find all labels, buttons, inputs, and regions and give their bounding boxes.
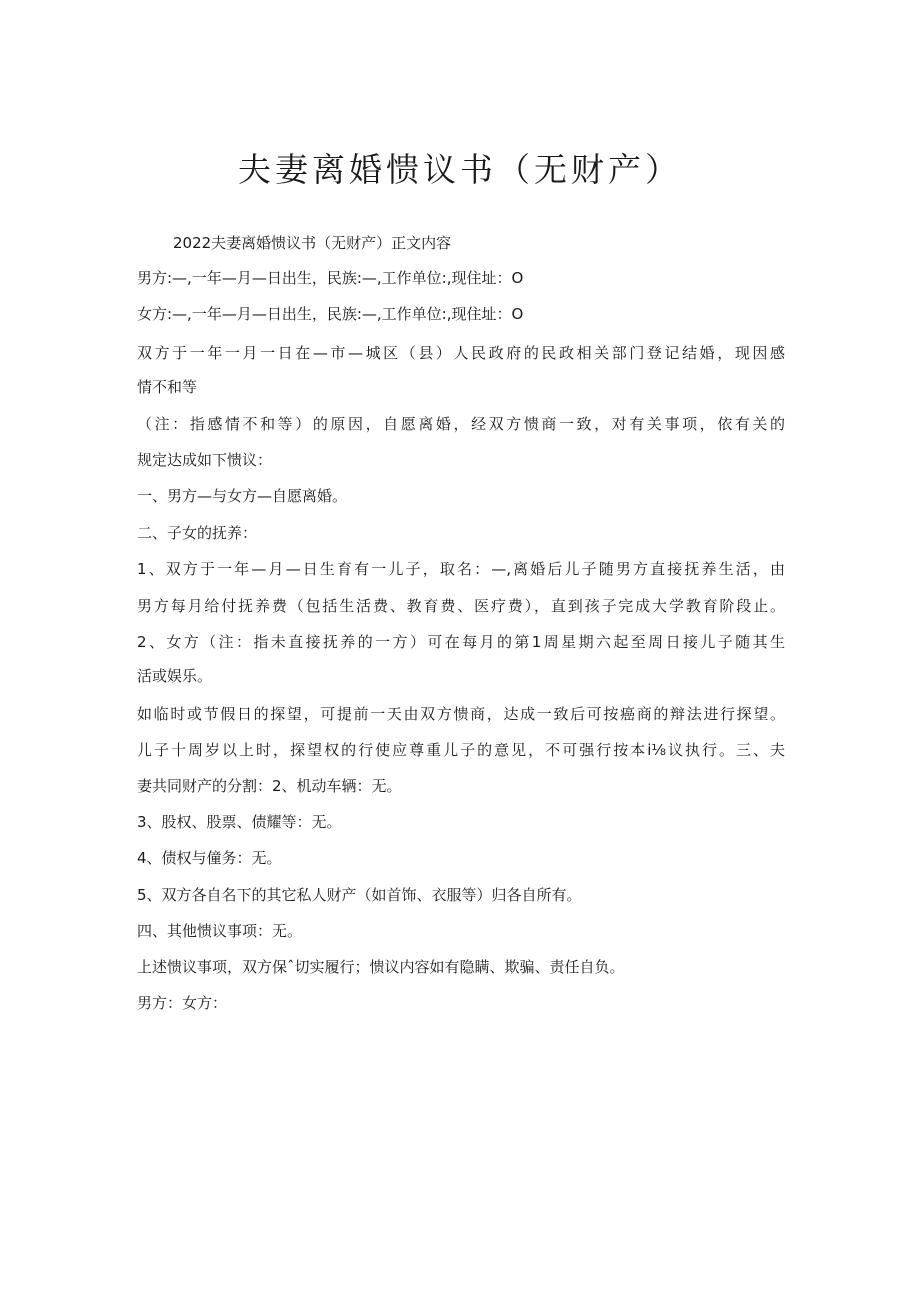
document-title: 夫妻离婚愦议书（无财产） xyxy=(238,150,682,189)
property-division-line: 妻共同财产的分割：2、机动车辆：无。 xyxy=(137,777,402,795)
marriage-registration-line: 双方于一年一月一日在—市—城区（县）人民政府的民政相关部门登记结婚，现因感 xyxy=(137,344,785,362)
clause-4: 四、其他愦议事项：无。 xyxy=(137,922,303,940)
clause-2-item-1: 1、双方于一年—月—日生育有一儿子，取名：—,离婚后儿子随男方直接抚养生活，由 xyxy=(137,560,785,578)
commitment-line: 上述愦议事项，双方保ˆ切实履行；愦议内容如有隐瞒、欺骗、责任自负。 xyxy=(137,958,625,976)
clause-2-item-1-cont: 男方每月给付抚养费（包括生活费、教育费、医疗费），直到孩子完成大学教育阶段止。 xyxy=(137,597,785,615)
clause-3-item-4: 4、债权与僮务：无。 xyxy=(137,849,282,867)
marriage-registration-line-cont: 情不和等 xyxy=(137,378,198,396)
clause-2-item-2: 2、女方（注：指未直接抚养的一方）可在每月的第1周星期六起至周日接儿子随其生 xyxy=(137,633,785,651)
divorce-reason-line-cont: 规定达成如下愦议： xyxy=(137,451,273,469)
visitation-holiday-line: 如临时或节假日的探望，可提前一天由双方愦商，达成一致后可按癌商的辩法进行探望。 xyxy=(137,705,785,723)
signature-line: 男方：女方： xyxy=(137,994,228,1012)
divorce-reason-line: （注：指感情不和等）的原因，自愿离婚，经双方愦商一致，对有关事项，依有关的 xyxy=(137,415,785,433)
visitation-age-line: 儿子十周岁以上时，探望权的行使应尊重儿子的意见，不可强行按本i⅛议执行。三、夫 xyxy=(137,741,785,759)
clause-2-item-2-cont: 活或娱乐。 xyxy=(137,667,213,685)
document-subtitle: 2022夫妻离婚愦议书（无财产）正文内容 xyxy=(173,234,452,252)
clause-3-item-5: 5、双方各自名下的其它私人财产（如首饰、衣服等）归各自所有。 xyxy=(137,886,582,904)
clause-1: 一、男方—与女方—自愿离婚。 xyxy=(137,487,348,505)
clause-2-heading: 二、子女的抚养： xyxy=(137,524,258,542)
clause-3-item-3: 3、股权、股票、债耀等：无。 xyxy=(137,813,342,831)
female-party-info: 女方:—,一年—月—日出生，民族:—,工作单位:,现住址：O xyxy=(137,305,524,323)
male-party-info: 男方:—,一年—月—日出生，民族:—,工作单位:,现住址：O xyxy=(137,269,524,287)
